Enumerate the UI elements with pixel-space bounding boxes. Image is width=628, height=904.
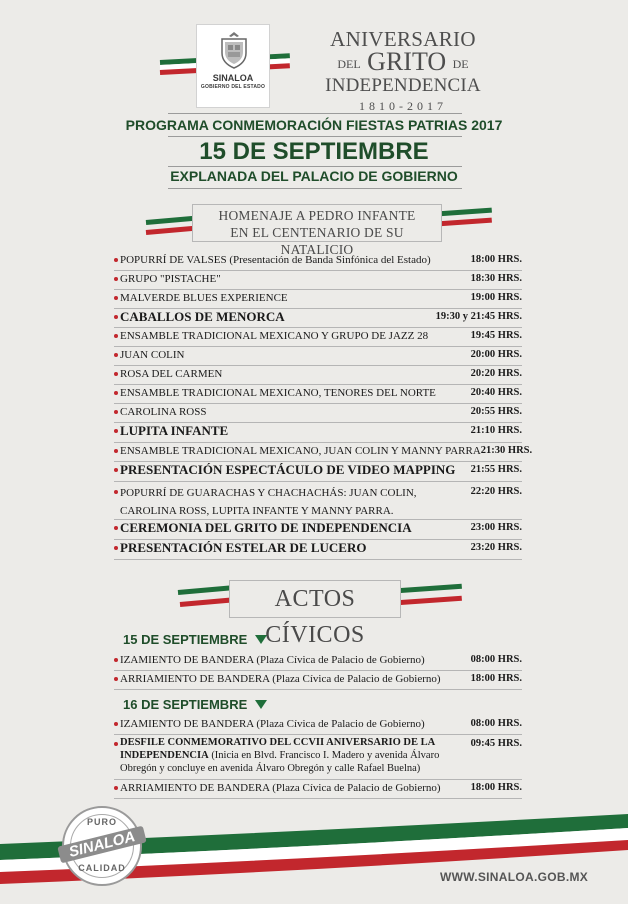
civic-act: IZAMIENTO DE BANDERA (Plaza Cívica de Palacio de Gobierno) (120, 654, 425, 666)
divider (168, 188, 462, 189)
website-link[interactable]: WWW.SINALOA.GOB.MX (440, 870, 589, 884)
bullet-icon (114, 526, 118, 530)
title-de: DE (452, 57, 469, 72)
anniversary-title (318, 28, 488, 114)
civic-time: 08:00 HRS. (470, 718, 522, 729)
bullet-icon (114, 677, 118, 681)
civic-act: IZAMIENTO DE BANDERA (Plaza Cívica de Palacio de Gobierno) (120, 718, 425, 730)
bullet-icon (114, 410, 118, 414)
schedule-act: MALVERDE BLUES EXPERIENCE (120, 292, 288, 304)
schedule-time: 20:00 HRS. (470, 349, 522, 360)
day2-heading (123, 697, 267, 712)
schedule-time: 20:55 HRS. (470, 406, 522, 417)
divider (168, 113, 462, 114)
seal-name: SINALOA (212, 73, 254, 83)
schedule-row (114, 423, 522, 443)
schedule-time: 22:20 HRS. (470, 486, 522, 497)
triangle-down-icon (255, 635, 267, 644)
schedule-act: ENSAMBLE TRADICIONAL MEXICANO Y GRUPO DE JAZZ 28 (120, 330, 429, 342)
bullet-icon (114, 296, 118, 300)
coat-of-arms-icon (219, 31, 249, 69)
schedule-time: 18:00 HRS. (470, 254, 522, 265)
schedule-act: CABALLOS DE MENORCA (120, 309, 285, 324)
bullet-icon (114, 449, 118, 453)
schedule-row (114, 443, 533, 462)
schedule-time: 23:20 HRS. (470, 542, 522, 553)
program-date: 15 DE SEPTIEMBRE (199, 138, 429, 165)
civic-time: 18:00 HRS. (470, 673, 522, 684)
schedule-act: PRESENTACIÓN ESTELAR DE LUCERO (120, 540, 367, 555)
divider (168, 166, 462, 167)
schedule-row (114, 404, 522, 423)
schedule-act: ENSAMBLE TRADICIONAL MEXICANO, TENORES DEL NORTE (120, 387, 436, 399)
actos-civicos-heading: ACTOS CÍVICOS (229, 580, 401, 618)
schedule-row (114, 309, 522, 328)
civic-act-bold: DESFILE CONMEMORATIVO DEL CCVII ANIVERSARIO DE LA INDEPENDENCIA (120, 737, 435, 761)
bullet-icon (114, 353, 118, 357)
puro-sinaloa-badge (62, 806, 142, 886)
bullet-icon (114, 468, 118, 472)
civic-act: ARRIAMIENTO DE BANDERA (Plaza Cívica de Palacio de Gobierno) (120, 782, 441, 794)
schedule-row (114, 252, 522, 271)
seal-subtitle: GOBIERNO DEL ESTADO (200, 84, 266, 90)
schedule-act-line2: CAROLINA ROSS, LUPITA INFANTE Y MANNY PARRA. (120, 505, 394, 517)
schedule-time: 20:20 HRS. (470, 368, 522, 379)
day1-label: 15 DE SEPTIEMBRE (123, 632, 248, 647)
divider (168, 136, 462, 137)
schedule-act: PRESENTACIÓN ESPECTÁCULO DE VIDEO MAPPING (120, 462, 456, 477)
schedule-time: 21:55 HRS. (470, 464, 522, 475)
civic-row (114, 736, 522, 780)
homenaje-line2: EN EL CENTENARIO DE SU NATALICIO (230, 225, 404, 257)
title-line3: INDEPENDENCIA (325, 75, 481, 97)
schedule-row (114, 462, 522, 482)
title-line1: ANIVERSARIO (330, 27, 476, 51)
civic-row (114, 716, 522, 735)
homenaje-line1: HOMENAJE A PEDRO INFANTE (218, 208, 416, 223)
day2-label: 16 DE SEPTIEMBRE (123, 697, 248, 712)
day1-heading (123, 632, 267, 647)
bullet-icon (114, 429, 118, 433)
bullet-icon (114, 277, 118, 281)
schedule-row (114, 366, 522, 385)
civic-act (120, 736, 471, 775)
bullet-icon (114, 546, 118, 550)
bullet-icon (114, 722, 118, 726)
title-del: DEL (337, 57, 361, 72)
schedule-row (114, 290, 522, 309)
bullet-icon (114, 391, 118, 395)
schedule-row (114, 271, 522, 290)
schedule-time: 19:45 HRS. (470, 330, 522, 341)
bullet-icon (114, 334, 118, 338)
schedule-act: LUPITA INFANTE (120, 423, 229, 438)
bullet-icon (114, 315, 118, 319)
schedule-act-line1: POPURRÍ DE GUARACHAS Y CHACHACHÁS: JUAN COLIN, (120, 487, 417, 499)
program-place: EXPLANADA DEL PALACIO DE GOBIERNO (170, 168, 458, 184)
civic-row (114, 671, 522, 690)
title-grito: GRITO (367, 47, 447, 76)
civic-act-detail: (Inicia en Blvd. Francisco I. Madero y avenida Álvaro Obregón y concluye en avenida Álvaro Obregón y calle Rafael Buelna) (120, 750, 440, 774)
schedule-row (114, 328, 522, 347)
badge-top-text: PURO (86, 817, 117, 827)
schedule-time: 18:30 HRS. (470, 273, 522, 284)
schedule-row (114, 484, 522, 520)
schedule-row (114, 520, 522, 540)
schedule-time: 19:30 y 21:45 HRS. (435, 311, 522, 322)
bullet-icon (114, 742, 118, 746)
bullet-icon (114, 490, 118, 494)
schedule-act: POPURRÍ DE VALSES (Presentación de Banda Sinfónica del Estado) (120, 254, 431, 266)
schedule-row (114, 385, 522, 404)
schedule-time: 21:10 HRS. (470, 425, 522, 436)
title-line2 (318, 47, 488, 76)
schedule-act: ENSAMBLE TRADICIONAL MEXICANO, JUAN COLIN Y MANNY PARRA (120, 445, 481, 457)
civic-row (114, 652, 522, 671)
bullet-icon (114, 258, 118, 262)
schedule-act: JUAN COLIN (120, 349, 185, 361)
civic-time: 09:45 HRS. (470, 738, 522, 749)
schedule-act: CEREMONIA DEL GRITO DE INDEPENDENCIA (120, 520, 412, 535)
badge-main-text: SINALOA (57, 826, 146, 864)
civic-act: ARRIAMIENTO DE BANDERA (Plaza Cívica de Palacio de Gobierno) (120, 673, 441, 685)
schedule-act: ROSA DEL CARMEN (120, 368, 223, 380)
title-years: 1810-2017 (359, 99, 447, 114)
civic-time: 08:00 HRS. (470, 654, 522, 665)
bullet-icon (114, 786, 118, 790)
schedule-time: 20:40 HRS. (470, 387, 522, 398)
state-seal (196, 24, 270, 108)
bullet-icon (114, 372, 118, 376)
homenaje-heading (192, 204, 442, 257)
civic-time: 18:00 HRS. (470, 782, 522, 793)
schedule-act: CAROLINA ROSS (120, 406, 207, 418)
schedule-act: GRUPO "PISTACHE" (120, 273, 221, 285)
program-title: PROGRAMA CONMEMORACIÓN FIESTAS PATRIAS 2017 (125, 117, 503, 133)
schedule-row (114, 540, 522, 560)
schedule-time: 19:00 HRS. (470, 292, 522, 303)
schedule-row (114, 347, 522, 366)
bullet-icon (114, 658, 118, 662)
triangle-down-icon (255, 700, 267, 709)
schedule-time: 23:00 HRS. (470, 522, 522, 533)
schedule-time: 21:30 HRS. (480, 445, 533, 456)
schedule-act (120, 484, 471, 520)
badge-bottom-text: CALIDAD (78, 863, 126, 873)
